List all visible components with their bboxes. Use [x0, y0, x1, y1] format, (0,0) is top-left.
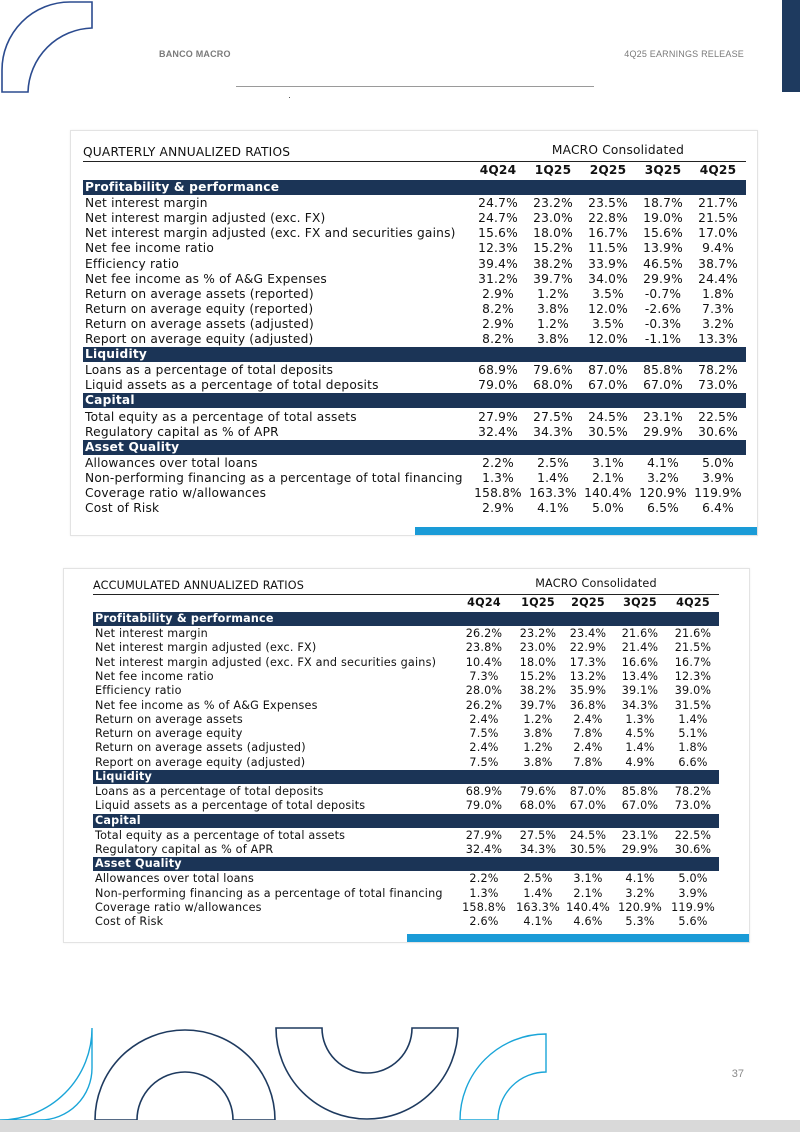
- row-value: 31.2%: [478, 271, 518, 286]
- column-header: 2Q25: [571, 596, 605, 609]
- row-value: 38.7%: [698, 256, 738, 271]
- row-value: 5.0%: [678, 872, 708, 886]
- row-value: 22.5%: [674, 828, 712, 842]
- row-value: 22.9%: [569, 641, 607, 655]
- row-value: 32.4%: [478, 424, 518, 439]
- row-value: 1.3%: [625, 712, 655, 726]
- row-value: 17.3%: [569, 655, 607, 669]
- row-value: 119.9%: [694, 486, 742, 500]
- row-value: 12.0%: [588, 301, 628, 316]
- row-value: 79.6%: [519, 785, 557, 798]
- row-label: Net fee income as % of A&G Expenses: [95, 698, 318, 712]
- row-value: 78.2%: [698, 363, 738, 378]
- table-row: [83, 272, 746, 287]
- row-label: Net interest margin: [85, 196, 208, 211]
- row-value: 85.8%: [621, 785, 659, 798]
- row-value: -2.6%: [644, 301, 682, 316]
- row-value: 38.2%: [533, 256, 573, 271]
- row-value: 35.9%: [569, 684, 607, 698]
- row-label: Report on average equity (adjusted): [95, 755, 306, 769]
- row-value: 3.8%: [537, 301, 569, 316]
- row-value: 21.4%: [621, 641, 659, 655]
- row-value: 30.6%: [698, 424, 738, 439]
- row-value: 23.5%: [588, 196, 628, 211]
- row-label: Return on average assets: [95, 712, 243, 726]
- table-group-label: MACRO Consolidated: [551, 143, 685, 157]
- row-value: 79.6%: [533, 363, 573, 378]
- section-title: Capital: [95, 813, 141, 827]
- row-value: 28.0%: [465, 684, 503, 698]
- row-value: 39.0%: [674, 684, 712, 698]
- row-value: 39.4%: [478, 256, 518, 271]
- section-header: [83, 347, 746, 362]
- row-value: 67.0%: [621, 799, 659, 813]
- panel-accent-bar: [415, 527, 757, 535]
- row-value: 30.5%: [569, 842, 607, 856]
- row-value: 21.7%: [698, 196, 738, 211]
- row-label: Net interest margin adjusted (exc. FX and securities gains): [95, 655, 437, 669]
- row-value: 2.2%: [482, 455, 514, 470]
- table-row: [83, 425, 746, 440]
- row-label: Net fee income ratio: [95, 669, 214, 683]
- row-value: 34.3%: [533, 424, 573, 439]
- row-value: 16.7%: [674, 655, 712, 669]
- row-value: 17.0%: [698, 226, 738, 241]
- row-value: 36.8%: [569, 698, 607, 712]
- row-value: 22.8%: [588, 211, 628, 226]
- row-label: Coverage ratio w/allowances: [95, 900, 262, 914]
- row-label: Cost of Risk: [85, 501, 160, 516]
- row-value: -0.3%: [644, 316, 682, 331]
- table-title: QUARTERLY ANNUALIZED RATIOS: [83, 145, 291, 159]
- table-row: [93, 670, 719, 684]
- row-value: 26.2%: [465, 627, 503, 640]
- row-label: Total equity as a percentage of total assets: [85, 409, 357, 424]
- table-row: [83, 332, 746, 347]
- row-value: 29.9%: [643, 271, 683, 286]
- row-value: 2.9%: [482, 501, 514, 516]
- row-value: 1.8%: [678, 741, 708, 755]
- row-label: Net fee income as % of A&G Expenses: [85, 271, 327, 286]
- row-value: 7.5%: [469, 755, 499, 769]
- row-label: Report on average equity (adjusted): [85, 332, 314, 346]
- row-label: Non-performing financing as a percentage of total financing: [85, 470, 463, 485]
- row-value: 119.9%: [671, 900, 715, 914]
- row-label: Allowances over total loans: [85, 455, 258, 470]
- row-value: 21.6%: [674, 627, 712, 640]
- row-value: 38.2%: [519, 684, 557, 698]
- row-value: 85.8%: [643, 363, 683, 378]
- row-label: Return on average equity (reported): [85, 301, 314, 316]
- row-label: Loans as a percentage of total deposits: [85, 363, 334, 378]
- row-label: Total equity as a percentage of total assets: [95, 828, 346, 842]
- row-value: -1.1%: [644, 332, 682, 346]
- row-value: 87.0%: [588, 363, 628, 378]
- row-value: 3.8%: [523, 727, 553, 741]
- table-row: [93, 627, 719, 641]
- row-value: 12.0%: [588, 332, 628, 346]
- row-label: Net interest margin: [95, 627, 208, 640]
- column-header: 4Q25: [676, 596, 710, 609]
- row-value: 1.8%: [702, 286, 734, 301]
- section-title: Asset Quality: [85, 439, 180, 454]
- row-value: 4.1%: [625, 872, 655, 886]
- table-row: [93, 872, 719, 886]
- row-value: 1.3%: [469, 886, 499, 900]
- table-row: [93, 713, 719, 727]
- section-header: [93, 814, 719, 828]
- row-value: 163.3%: [529, 486, 577, 500]
- section-title: Profitability & performance: [85, 180, 280, 194]
- row-value: 7.8%: [573, 727, 603, 741]
- row-value: 2.4%: [573, 741, 603, 755]
- table-row: [83, 486, 746, 501]
- row-label: Non-performing financing as a percentage of total financing: [95, 886, 443, 900]
- row-value: 8.2%: [482, 301, 514, 316]
- row-value: 13.4%: [621, 669, 659, 683]
- header-bank-name: BANCO MACRO: [159, 49, 231, 59]
- row-value: 21.6%: [621, 627, 659, 640]
- row-value: 16.6%: [621, 655, 659, 669]
- column-header: 2Q25: [589, 163, 627, 177]
- row-value: 4.1%: [523, 915, 553, 929]
- column-header: 3Q25: [623, 596, 657, 609]
- section-header: [83, 440, 746, 455]
- row-value: 23.0%: [533, 211, 573, 226]
- row-value: 12.3%: [674, 669, 712, 683]
- table-row: [83, 196, 746, 211]
- table-row: [93, 915, 719, 929]
- row-value: 29.9%: [621, 842, 659, 856]
- section-header: [93, 612, 719, 626]
- row-value: 120.9%: [639, 486, 687, 500]
- row-value: 2.6%: [469, 915, 499, 929]
- row-value: 2.9%: [482, 286, 514, 301]
- table-row: [83, 226, 746, 241]
- column-header: 4Q24: [467, 596, 501, 609]
- row-value: 1.2%: [537, 316, 569, 331]
- table-row: [83, 501, 746, 516]
- row-value: 1.2%: [523, 712, 553, 726]
- section-header: [83, 393, 746, 408]
- row-value: 163.3%: [516, 900, 560, 914]
- row-value: 1.4%: [537, 470, 569, 485]
- row-value: 10.4%: [465, 655, 503, 669]
- table-row: [83, 241, 746, 256]
- table-row: [93, 843, 719, 857]
- row-value: 3.1%: [573, 872, 603, 886]
- row-value: 27.9%: [478, 409, 518, 424]
- row-value: 1.4%: [625, 741, 655, 755]
- row-value: 13.2%: [569, 669, 607, 683]
- table-row: [93, 756, 719, 770]
- column-header: 4Q24: [479, 163, 517, 177]
- row-value: 15.2%: [519, 669, 557, 683]
- row-value: 4.5%: [625, 727, 655, 741]
- row-value: 23.1%: [643, 409, 683, 424]
- row-value: 140.4%: [584, 486, 632, 500]
- row-value: 67.0%: [569, 799, 607, 813]
- row-value: 23.8%: [465, 641, 503, 655]
- row-value: 23.4%: [569, 627, 607, 640]
- table-row: [93, 684, 719, 698]
- row-value: 15.6%: [643, 226, 683, 241]
- row-label: Efficiency ratio: [85, 256, 180, 271]
- row-label: Liquid assets as a percentage of total deposits: [85, 378, 379, 393]
- row-value: 1.2%: [523, 741, 553, 755]
- row-value: 27.9%: [465, 828, 503, 842]
- row-value: 3.9%: [678, 886, 708, 900]
- table-row: [83, 378, 746, 393]
- row-value: 23.1%: [621, 828, 659, 842]
- table-row: [93, 785, 719, 799]
- row-value: 21.5%: [698, 211, 738, 226]
- page-number: 37: [731, 1068, 744, 1080]
- table-group-label: MACRO Consolidated: [535, 577, 657, 590]
- table-row: [93, 887, 719, 901]
- row-label: Net fee income ratio: [85, 241, 215, 256]
- section-title: Asset Quality: [95, 857, 182, 871]
- row-value: 9.4%: [702, 241, 734, 256]
- row-value: 1.2%: [537, 286, 569, 301]
- row-label: Return on average assets (adjusted): [85, 316, 314, 331]
- row-value: 7.3%: [702, 301, 734, 316]
- row-value: 78.2%: [674, 785, 712, 798]
- section-title: Liquidity: [85, 347, 147, 362]
- row-value: 30.5%: [588, 424, 628, 439]
- row-value: 2.9%: [482, 316, 514, 331]
- row-value: 34.3%: [519, 842, 557, 856]
- row-value: 158.8%: [462, 900, 506, 914]
- row-value: 68.9%: [478, 363, 518, 378]
- row-value: 5.0%: [592, 501, 624, 516]
- row-label: Net interest margin adjusted (exc. FX): [85, 211, 326, 226]
- row-value: 39.7%: [519, 698, 557, 712]
- row-value: 1.4%: [678, 712, 708, 726]
- row-value: 24.7%: [478, 211, 518, 226]
- table-row: [93, 641, 719, 655]
- row-value: 26.2%: [465, 698, 503, 712]
- row-value: 13.3%: [698, 332, 738, 346]
- row-value: 31.5%: [674, 698, 712, 712]
- row-value: 39.7%: [533, 271, 573, 286]
- row-value: 5.3%: [625, 915, 655, 929]
- row-value: 2.5%: [523, 872, 553, 886]
- row-value: 3.8%: [523, 755, 553, 769]
- row-value: 34.0%: [588, 271, 628, 286]
- row-value: 23.2%: [519, 627, 557, 640]
- row-value: 18.7%: [643, 196, 683, 211]
- row-value: 5.6%: [678, 915, 708, 929]
- row-value: 34.3%: [621, 698, 659, 712]
- row-value: 6.5%: [647, 501, 679, 516]
- row-value: 7.8%: [573, 755, 603, 769]
- row-value: 7.3%: [469, 669, 499, 683]
- row-value: 27.5%: [519, 828, 557, 842]
- row-value: 46.5%: [643, 256, 683, 271]
- table-row: [93, 741, 719, 755]
- section-header: [83, 180, 746, 195]
- row-value: 8.2%: [482, 332, 514, 346]
- row-value: 39.1%: [621, 684, 659, 698]
- section-title: Profitability & performance: [95, 612, 274, 625]
- row-value: 6.4%: [702, 501, 734, 516]
- row-value: 3.5%: [592, 316, 624, 331]
- table-row: [83, 471, 746, 486]
- column-header-row: [83, 161, 746, 180]
- row-value: 2.4%: [469, 712, 499, 726]
- row-value: 68.0%: [519, 799, 557, 813]
- row-label: Net interest margin adjusted (exc. FX): [95, 641, 317, 655]
- column-header: 1Q25: [521, 596, 555, 609]
- table-row: [93, 829, 719, 843]
- row-label: Efficiency ratio: [95, 684, 182, 698]
- row-value: 30.6%: [674, 842, 712, 856]
- section-title: Liquidity: [95, 770, 153, 783]
- row-value: 3.2%: [702, 316, 734, 331]
- row-value: 16.7%: [588, 226, 628, 241]
- section-header: [93, 770, 719, 784]
- column-header: 3Q25: [644, 163, 682, 177]
- corner-accent-bar: [782, 0, 800, 92]
- row-value: 1.3%: [482, 470, 514, 485]
- column-header-row: [93, 594, 719, 612]
- row-value: 140.4%: [566, 900, 610, 914]
- row-value: 21.5%: [674, 641, 712, 655]
- table-row: [83, 211, 746, 226]
- row-value: 67.0%: [588, 378, 628, 393]
- row-value: 24.7%: [478, 196, 518, 211]
- section-title: Capital: [85, 393, 135, 408]
- table-row: [83, 410, 746, 425]
- row-value: 87.0%: [569, 785, 607, 798]
- row-value: 33.9%: [588, 256, 628, 271]
- row-label: Net interest margin adjusted (exc. FX and securities gains): [85, 226, 456, 241]
- table-title: ACCUMULATED ANNUALIZED RATIOS: [93, 579, 305, 592]
- footer-band: [0, 1120, 800, 1132]
- row-value: 18.0%: [533, 226, 573, 241]
- table-row: [83, 287, 746, 302]
- row-value: 3.5%: [592, 286, 624, 301]
- row-value: 67.0%: [643, 378, 683, 393]
- table-row: [83, 317, 746, 332]
- row-value: 24.5%: [588, 409, 628, 424]
- row-value: 15.6%: [478, 226, 518, 241]
- row-label: Allowances over total loans: [95, 872, 254, 886]
- row-value: 22.5%: [698, 409, 738, 424]
- row-value: 4.1%: [537, 501, 569, 516]
- row-value: 79.0%: [478, 378, 518, 393]
- table-row: [83, 257, 746, 272]
- row-value: 68.9%: [465, 785, 503, 798]
- row-label: Loans as a percentage of total deposits: [95, 785, 324, 798]
- table-row: [93, 699, 719, 713]
- row-value: 23.0%: [519, 641, 557, 655]
- row-value: 2.1%: [592, 470, 624, 485]
- row-value: 5.1%: [678, 727, 708, 741]
- accumulated-table-clip: [63, 568, 748, 930]
- table-row: [93, 901, 719, 915]
- row-value: 2.4%: [573, 712, 603, 726]
- table-row: [93, 799, 719, 813]
- table-row: [83, 456, 746, 471]
- row-value: 3.1%: [592, 455, 624, 470]
- row-value: 73.0%: [674, 799, 712, 813]
- row-value: 6.6%: [678, 755, 708, 769]
- row-value: 2.5%: [537, 455, 569, 470]
- column-header: 1Q25: [534, 163, 572, 177]
- row-label: Return on average assets (reported): [85, 286, 314, 301]
- row-value: 13.9%: [643, 241, 683, 256]
- row-value: 18.0%: [519, 655, 557, 669]
- row-value: 19.0%: [643, 211, 683, 226]
- panel-accent-bar: [407, 934, 749, 942]
- decorative-arc-top: [0, 0, 120, 100]
- row-value: 3.2%: [625, 886, 655, 900]
- row-value: 32.4%: [465, 842, 503, 856]
- table-row: [93, 727, 719, 741]
- row-value: 2.2%: [469, 872, 499, 886]
- row-value: 3.9%: [702, 470, 734, 485]
- row-value: -0.7%: [644, 286, 682, 301]
- header-dot: [289, 97, 290, 98]
- row-value: 2.4%: [469, 741, 499, 755]
- row-label: Liquid assets as a percentage of total deposits: [95, 799, 366, 813]
- section-header: [93, 857, 719, 871]
- row-value: 12.3%: [478, 241, 518, 256]
- row-value: 24.5%: [569, 828, 607, 842]
- row-value: 7.5%: [469, 727, 499, 741]
- row-value: 4.6%: [573, 915, 603, 929]
- row-value: 11.5%: [588, 241, 628, 256]
- row-value: 120.9%: [618, 900, 662, 914]
- table-row: [83, 302, 746, 317]
- row-value: 158.8%: [474, 486, 522, 500]
- row-label: Return on average equity: [95, 727, 243, 741]
- row-label: Regulatory capital as % of APR: [95, 842, 274, 856]
- row-value: 1.4%: [523, 886, 553, 900]
- row-label: Cost of Risk: [95, 915, 164, 929]
- row-label: Coverage ratio w/allowances: [85, 486, 267, 500]
- row-value: 5.0%: [702, 455, 734, 470]
- header-report-title: 4Q25 EARNINGS RELEASE: [624, 49, 744, 59]
- header-divider: [236, 86, 594, 87]
- column-header: 4Q25: [699, 163, 737, 177]
- row-label: Regulatory capital as % of APR: [85, 424, 279, 439]
- row-value: 79.0%: [465, 799, 503, 813]
- row-value: 4.9%: [625, 755, 655, 769]
- row-value: 4.1%: [647, 455, 679, 470]
- row-value: 3.2%: [647, 470, 679, 485]
- row-value: 2.1%: [573, 886, 603, 900]
- row-value: 73.0%: [698, 378, 738, 393]
- row-value: 3.8%: [537, 332, 569, 346]
- table-row: [93, 656, 719, 670]
- row-value: 15.2%: [533, 241, 573, 256]
- row-label: Return on average assets (adjusted): [95, 741, 306, 755]
- row-value: 27.5%: [533, 409, 573, 424]
- row-value: 29.9%: [643, 424, 683, 439]
- row-value: 23.2%: [533, 196, 573, 211]
- table-row: [83, 363, 746, 378]
- row-value: 68.0%: [533, 378, 573, 393]
- row-value: 24.4%: [698, 271, 738, 286]
